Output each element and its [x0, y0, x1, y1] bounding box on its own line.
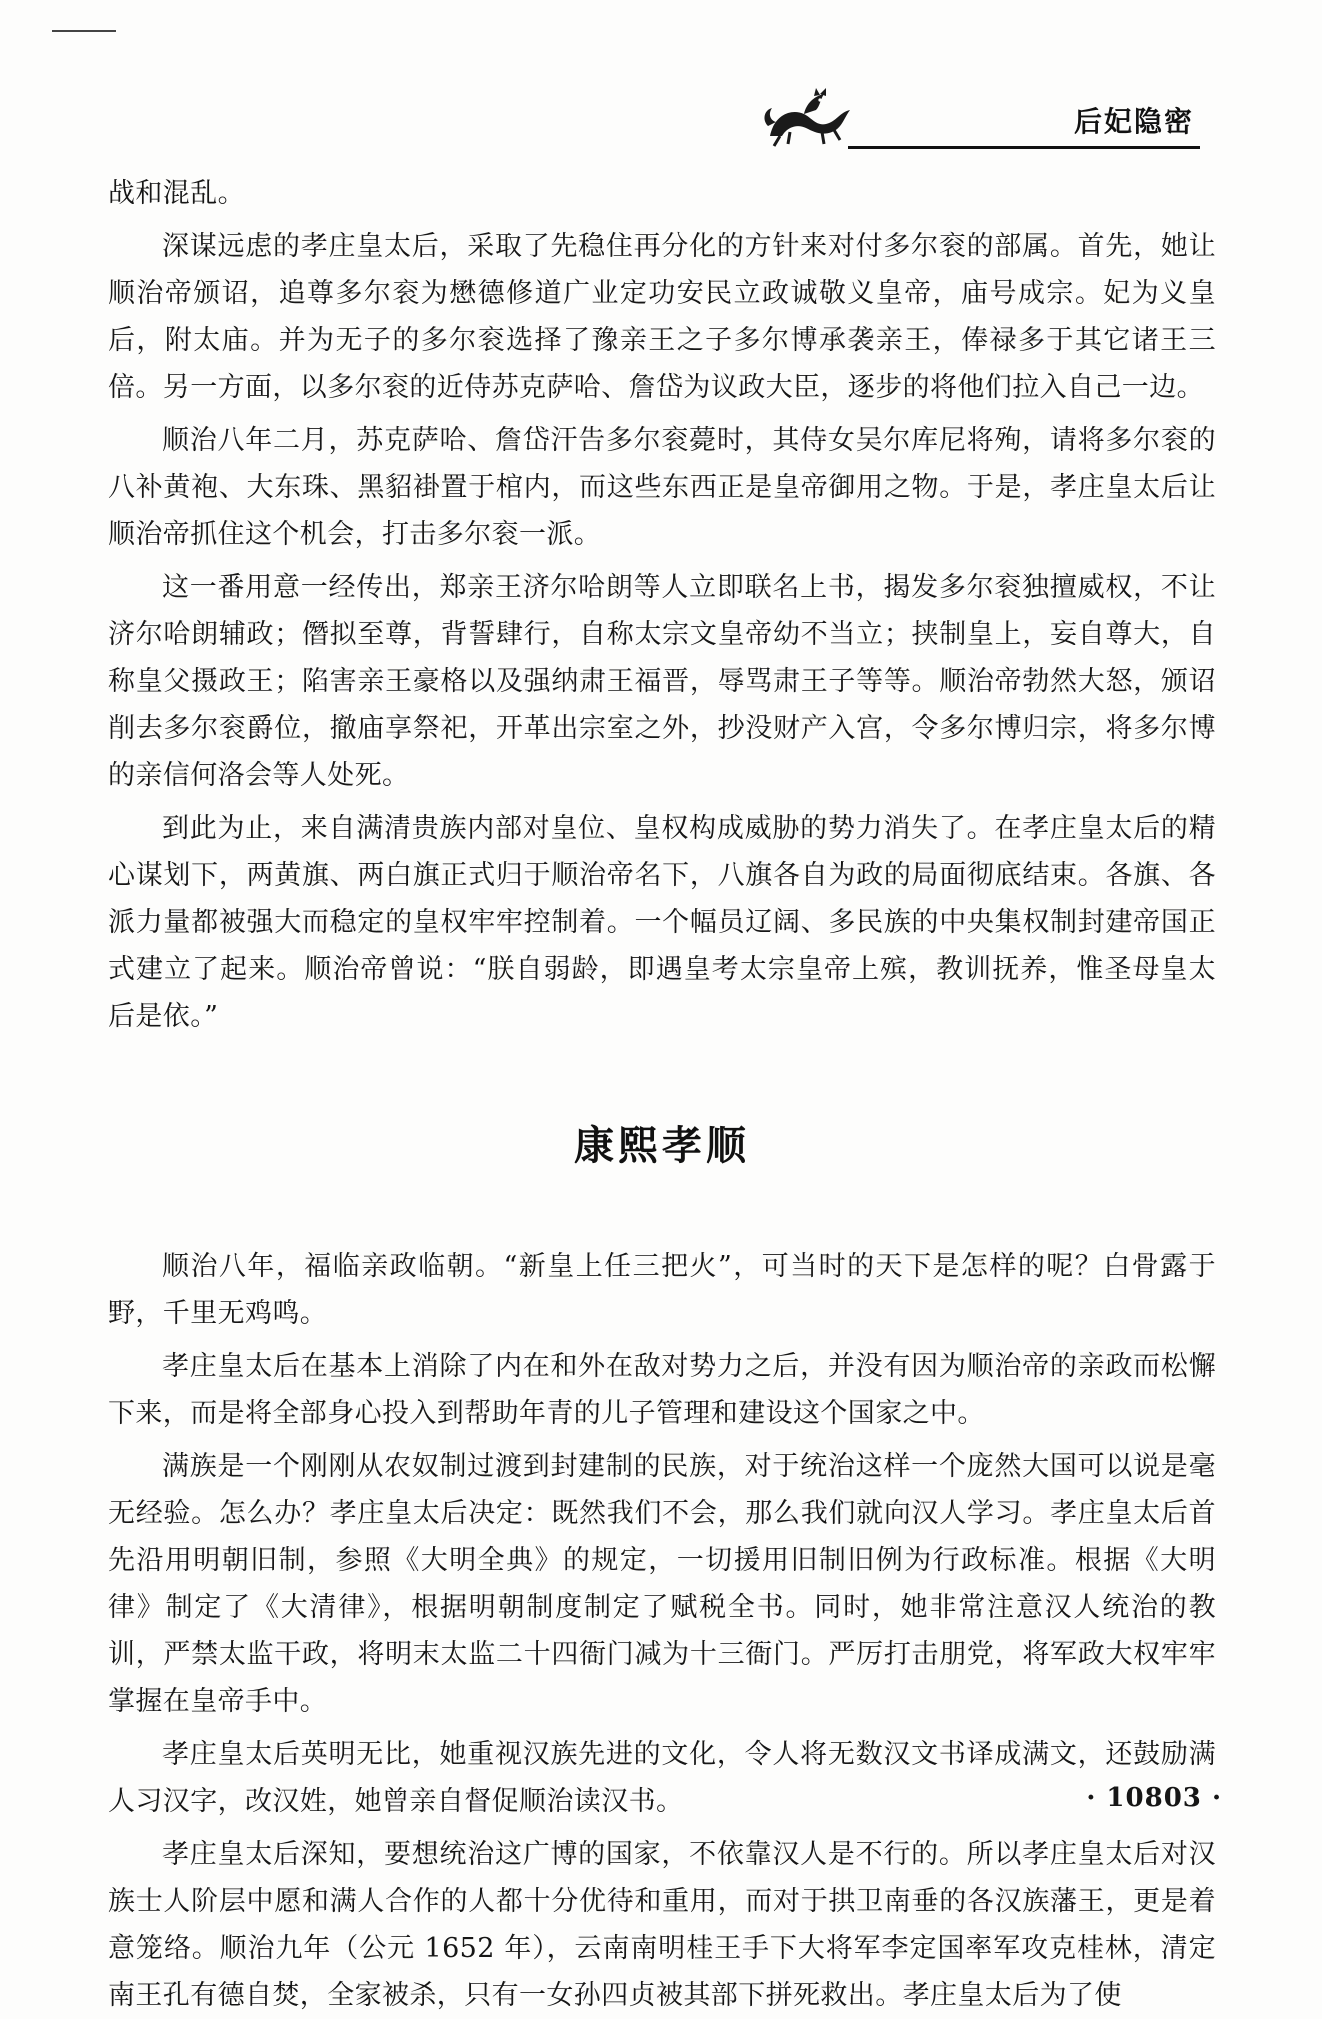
- header-rule: [848, 146, 1200, 149]
- paragraph: 孝庄皇太后深知，要想统治这广博的国家，不依靠汉人是不行的。所以孝庄皇太后对汉族士人阶层中愿和满人合作的人都十分优待和重用，而对于拱卫南垂的各汉族藩王，更是着意笼络。顺治九年（公元 1652 年），云南南明桂王手下大将军李定国率军攻克桂林，清定南王孔有德自焚，全家被杀，只有一女孙四贞被其部下拼死救出。孝庄皇太后为了使: [108, 1839, 1216, 2011]
- header-title: 后妃隐密: [1073, 105, 1194, 138]
- corner-scan-mark: [52, 30, 116, 32]
- paragraph: 满族是一个刚刚从农奴制过渡到封建制的民族，对于统治这样一个庞然大国可以说是毫无经验。怎么办？孝庄皇太后决定：既然我们不会，那么我们就向汉人学习。孝庄皇太后首先沿用明朝旧制，参照《大明全典》的规定，一切援用旧制旧例为行政标准。根据《大明律》制定了《大清律》，根据明朝制度制定了赋税全书。同时，她非常注意汉人统治的教训，严禁太监干政，将明末太监二十四衙门减为十三衙门。严厉打击朋党，将军政大权牢牢掌握在皇帝手中。: [108, 1451, 1216, 1717]
- paragraph: 战和混乱。: [108, 178, 245, 209]
- page-body: [108, 170, 1216, 2019]
- paragraph: 顺治八年二月，苏克萨哈、詹岱汗告多尔衮薨时，其侍女吴尔库尼将殉，请将多尔衮的八补黄袍、大东珠、黑貂褂置于棺内，而这些东西正是皇帝御用之物。于是，孝庄皇太后让顺治帝抓住这个机会，打击多尔衮一派。: [108, 425, 1216, 550]
- page-number: · 10803 ·: [1086, 1783, 1222, 1813]
- paragraph: 孝庄皇太后英明无比，她重视汉族先进的文化，令人将无数汉文书译成满文，还鼓励满人习汉字，改汉姓，她曾亲自督促顺治读汉书。: [108, 1739, 1216, 1817]
- running-header: [760, 82, 1200, 156]
- paragraph: 这一番用意一经传出，郑亲王济尔哈朗等人立即联名上书，揭发多尔衮独擅威权，不让济尔哈朗辅政；僭拟至尊，背誓肆行，自称太宗文皇帝幼不当立；挟制皇上，妄自尊大，自称皇父摄政王；陷害亲王豪格以及强纳肃王福晋，辱骂肃王子等等。顺治帝勃然大怒，颁诏削去多尔衮爵位，撤庙享祭祀，开革出宗室之外，抄没财产入宫，令多尔博归宗，将多尔博的亲信何洛会等人处死。: [108, 572, 1216, 791]
- dragon-emblem-icon: [760, 86, 860, 150]
- paragraph: 深谋远虑的孝庄皇太后，采取了先稳住再分化的方针来对付多尔衮的部属。首先，她让顺治帝颁诏，追尊多尔衮为懋德修道广业定功安民立政诚敬义皇帝，庙号成宗。妃为义皇后，附太庙。并为无子的多尔衮选择了豫亲王之子多尔博承袭亲王，俸禄多于其它诸王三倍。另一方面，以多尔衮的近侍苏克萨哈、詹岱为议政大臣，逐步的将他们拉入自己一边。: [108, 231, 1216, 403]
- paragraph: 孝庄皇太后在基本上消除了内在和外在敌对势力之后，并没有因为顺治帝的亲政而松懈下来，而是将全部身心投入到帮助年青的儿子管理和建设这个国家之中。: [108, 1351, 1216, 1429]
- paragraph: 顺治八年，福临亲政临朝。“新皇上任三把火”，可当时的天下是怎样的呢？白骨露于野，千里无鸡鸣。: [108, 1251, 1216, 1329]
- section-title: 康熙孝顺: [574, 1123, 750, 1169]
- paragraph: 到此为止，来自满清贵族内部对皇位、皇权构成威胁的势力消失了。在孝庄皇太后的精心谋划下，两黄旗、两白旗正式归于顺治帝名下，八旗各自为政的局面彻底结束。各旗、各派力量都被强大而稳定的皇权牢牢控制着。一个幅员辽阔、多民族的中央集权制封建帝国正式建立了起来。顺治帝曾说：“朕自弱龄，即遇皇考太宗皇帝上殡，教训抚养，惟圣母皇太后是依。”: [108, 813, 1216, 1032]
